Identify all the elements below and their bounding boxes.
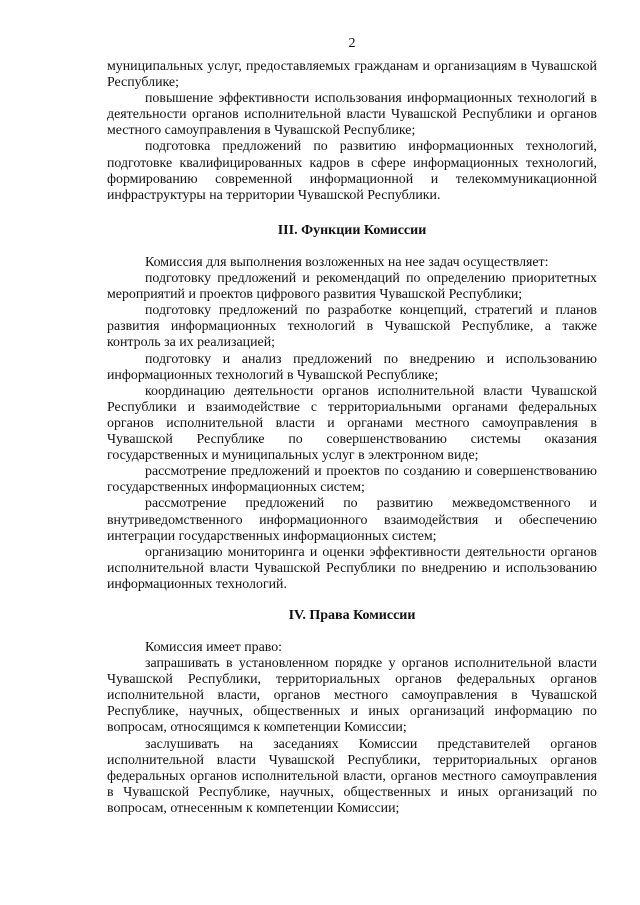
section-4-heading: IV. Права Комиссии — [288, 608, 416, 623]
paragraph: организацию мониторинга и оценки эффективности деятельности органов исполнительной власти Чувашской Республики по внедрению и использованию информационных технологий. — [107, 544, 597, 592]
section-4-heading-wrap — [107, 608, 597, 624]
paragraph: подготовку предложений и рекомендаций по определению приоритетных мероприятий и проектов цифрового развития Чувашской Республики; — [107, 271, 597, 303]
section-4-body — [107, 640, 597, 817]
paragraph: координацию деятельности органов исполнительной власти Чувашской Республики и взаимодействие с территориальными органами федеральных органов исполнительной власти и органами местного самоуправления в Чувашской Республике по совершенствованию системы оказания государственных и муниципальных услуг в электронном виде; — [107, 383, 597, 464]
paragraph: Комиссия для выполнения возложенных на нее задач осуществляет: — [145, 255, 549, 270]
paragraph: муниципальных услуг, предоставляемых гражданам и организациям в Чувашской Республике; — [107, 59, 597, 91]
paragraph: заслушивать на заседаниях Комиссии представителей органов исполнительной власти Чувашской Республики, территориальных органов федеральных органов исполнительной власти, органов местного самоуправления в Чувашской Республике, научных, общественных и иных организаций по вопросам, отнесенным к компетенции Комиссии; — [107, 736, 597, 816]
paragraph: подготовку предложений по разработке концепций, стратегий и планов развития информационных технологий в Чувашской Республике, а также контроль за их реализацией; — [107, 303, 597, 351]
paragraph: повышение эффективности использования информационных технологий в деятельности органов исполнительной власти Чувашской Республики и органов местного самоуправления в Чувашской Республике; — [107, 91, 597, 139]
section-3-heading: III. Функции Комиссии — [277, 223, 427, 238]
paragraph: подготовку и анализ предложений по внедрению и использованию информационных технологий в Чувашской Республике; — [107, 351, 597, 383]
section-3-heading-wrap — [107, 223, 597, 239]
paragraph: Комиссия имеет право: — [145, 640, 283, 655]
intro-text — [107, 59, 597, 204]
paragraph: запрашивать в установленном порядке у органов исполнительной власти Чувашской Республики, территориальных органов федеральных органов исполнительной власти, органов местного самоуправления в Чувашской Республике, научных, общественных и иных организаций информацию по вопросам, относящимся к компетенции Комиссии; — [107, 656, 597, 736]
paragraph: рассмотрение предложений по развитию межведомственного и внутриведомственного информационного взаимодействия и обеспечению интеграции государственных информационных систем; — [107, 496, 597, 544]
paragraph: подготовка предложений по развитию информационных технологий, подготовке квалифицированных кадров в сфере информационных технологий, формированию современной информационной и телекоммуникационной инфраструктуры на территории Чувашской Республики. — [107, 139, 597, 203]
paragraph: рассмотрение предложений и проектов по созданию и совершенствованию государственных информационных систем; — [107, 464, 597, 496]
page-number: 2 — [348, 36, 356, 51]
section-3-body — [107, 255, 597, 593]
